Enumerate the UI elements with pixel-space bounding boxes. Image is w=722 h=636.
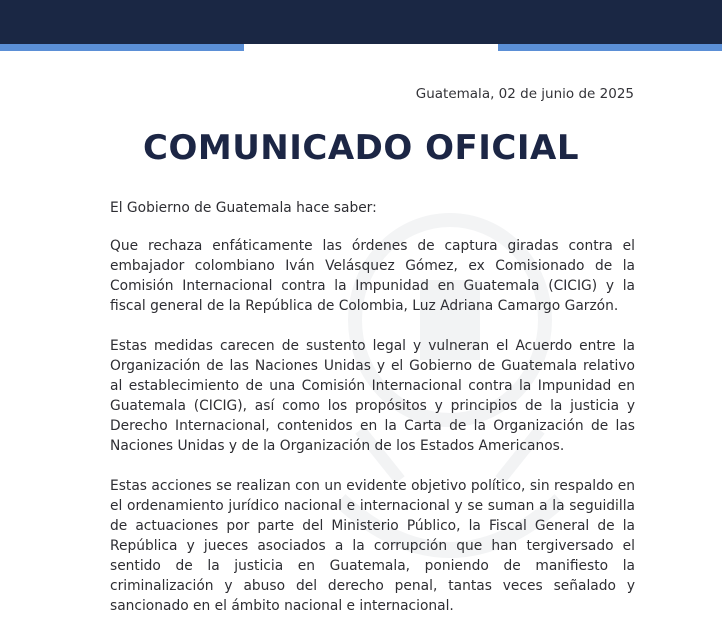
- paragraph-2: Estas medidas carecen de sustento legal y vulneran el Acuerdo entre la Organización de las Naciones Unidas y el Gobierno de Guatemala relativo al establecimiento de una Comisión Internacional contra la Impunidad en Guatemala (CICIG), así como los propósitos y principios de la justicia y Derecho Internacional, contenidos en la Carta de la Organización de las Naciones Unidas y de la Organización de los Estados Americanos.: [110, 338, 635, 454]
- paragraph-1: Que rechaza enfáticamente las órdenes de captura giradas contra el embajador colombiano Iván Velásquez Gómez, ex Comisionado de la Comisión Internacional contra la Impunidad en Guatemala (CICIG) y la fiscal general de la República de Colombia, Luz Adriana Camargo Garzón.: [110, 238, 635, 314]
- paragraph-intro: El Gobierno de Guatemala hace saber:: [110, 200, 377, 216]
- header-accent-right: [498, 44, 722, 51]
- document-title: COMUNICADO OFICIAL: [143, 128, 579, 168]
- document-body: [110, 198, 635, 636]
- document-date: Guatemala, 02 de junio de 2025: [415, 86, 634, 102]
- header-bar: [0, 0, 722, 44]
- paragraph-3: Estas acciones se realizan con un evidente objetivo político, sin respaldo en el ordenamiento jurídico nacional e internacional y se suman a la seguidilla de actuaciones por parte del Ministerio Público, la Fiscal General de la República y jueces asociados a la corrupción que han tergiversado el sentido de la justicia en Guatemala, poniendo de manifiesto la criminalización y abuso del derecho penal, tantas veces señalado y sancionado en el ámbito nacional e internacional.: [110, 478, 635, 614]
- header-accent-left: [0, 44, 244, 51]
